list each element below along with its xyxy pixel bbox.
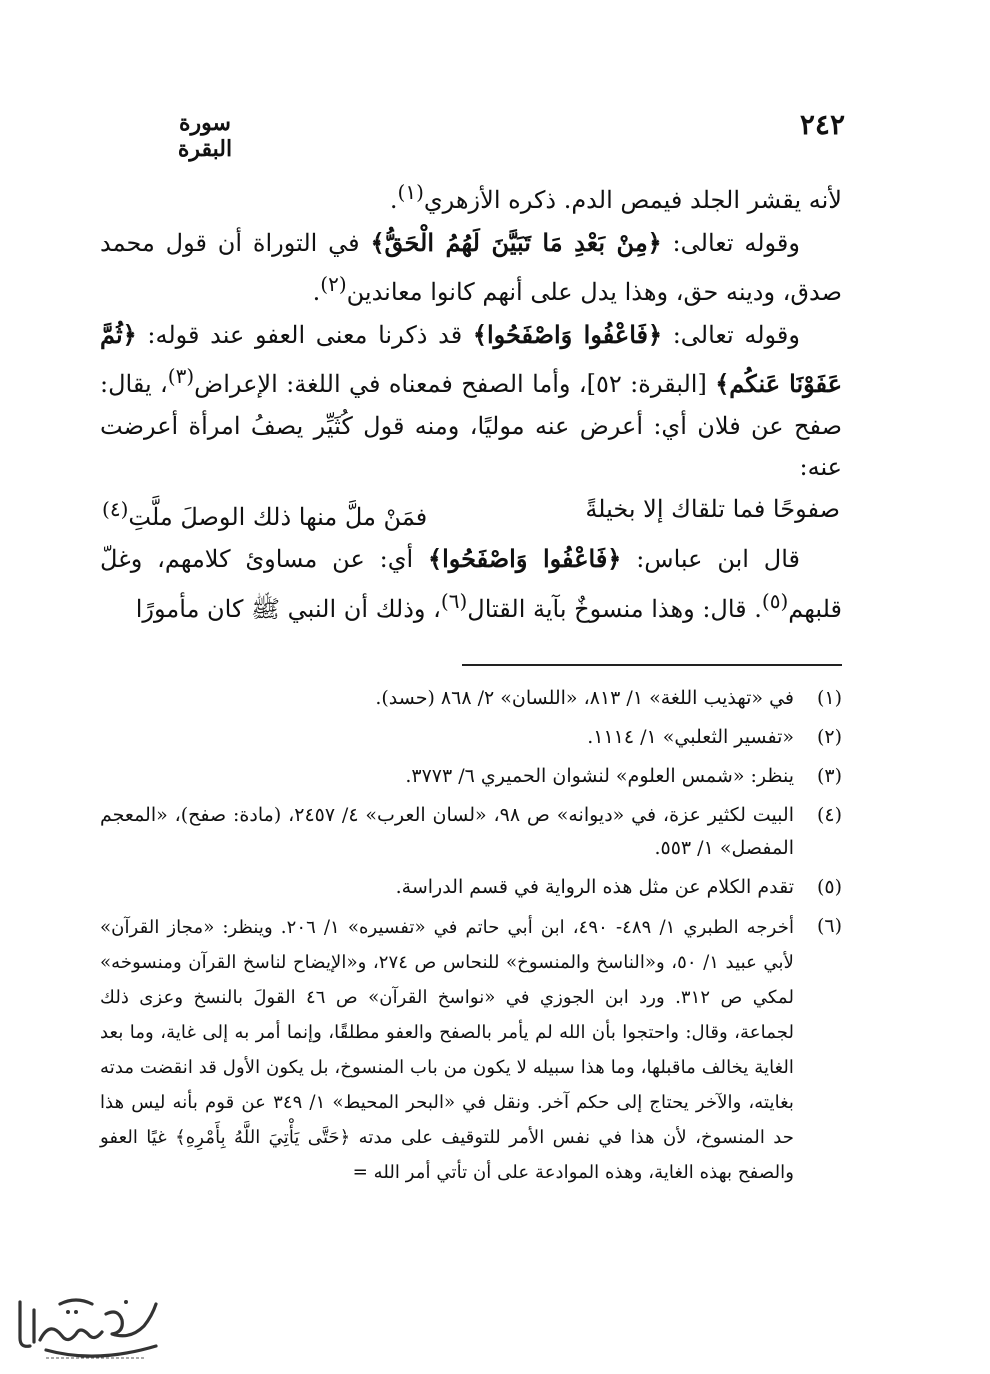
footnote-text: في «تهذيب اللغة» ١/ ٨١٣، «اللسان» ٢/ ٨٦٨ (حسد). (375, 687, 794, 709)
text-run: فمَنْ ملَّ منها ذلك الوصلَ ملَّتِ (128, 502, 428, 531)
footnote-separator (462, 664, 842, 666)
text-run: [البقرة: ٥٢]، وأما الصفح فمعناه في اللغة: الإعراض (194, 370, 716, 398)
footnote (100, 799, 842, 865)
footnote-number: (١) (816, 687, 842, 709)
footnote-text: ينظر: «شمس العلوم» لنشوان الحميري ٦/ ٣٧٧٣. (405, 765, 794, 787)
text-run: قال ابن عباس: (621, 545, 801, 573)
footnote (100, 910, 842, 1190)
running-title: سورة البقرة (177, 110, 233, 162)
footnote-text: أخرجه الطبري ١/ ٤٨٩- ٤٩٠، ابن أبي حاتم في «تفسيره» ١/ ٢٠٦. وينظر: «مجاز القرآن» لأبي عبيد ١/ ٥٠، و«الناسخ والمنسوخ» للنحاس ص ٢٧٤، و«الإيضاح لناسخ القرآن ومنسوخه» لمكي ص ٣١٢. ورد ابن الجوزي في «نواسخ القرآن» ص ٤٦ القولَ بالنسخ وعزى ذلك لجماعة، وقال: واحتجوا بأن الله لم يأمر بالصفح والعفو مطلقًا، وإنما أمر به إلى غاية، وما بعد الغاية يخالف ماقبلها، وما هذا سبيله لا يكون من باب المنسوخ، بل يكون الأول قد انقضت مدته بغايته، والآخر يحتاج إلى حكم آخر. ونقل في «البحر المحيط» ١/ ٣٤٩ عن قوم بأنه ليس هذا حد المنسوخ، لأن هذا في نفس الأمر للتوقيف على مدته ﴿حَتَّى يَأْتِيَ اللَّهُ بِأَمْرِهِ﴾ غيًا العفو والصفح بهذه الغاية، وهذه الموادعة على أن تأتي أمر الله = (100, 917, 794, 1183)
footnotes (100, 682, 842, 1196)
footnote-ref[interactable]: (٤) (102, 496, 129, 521)
main-text (100, 172, 842, 630)
footnote-ref[interactable]: (٣) (167, 364, 195, 388)
quran-verse: ﴿فَاعْفُوا وَاصْفَحُوا﴾ (472, 319, 663, 349)
text-run: . (312, 278, 321, 306)
poem-verse (100, 489, 842, 539)
footnote (100, 760, 842, 793)
footnote (100, 721, 842, 754)
text-run: ، يقال: صفح عن فلان أي: أعرض عنه موليًا، ومنه قول كُثَيِّر يصفُ امرأة أعرضت عنه: (100, 370, 842, 481)
footnote-number: (٤) (816, 804, 842, 826)
footnote-text: تقدم الكلام عن مثل هذه الرواية في قسم الدراسة. (395, 876, 794, 898)
text-run: وقوله تعالى: (662, 320, 800, 349)
text-run: في التوراة أن قول محمد صدق، ودينه حق، وهذا يدل على أنهم كانوا معاندين (100, 228, 842, 306)
paragraph (100, 314, 842, 489)
footnote-number: (٥) (816, 876, 842, 898)
quran-verse: ﴿مِنْ بَعْدِ مَا تَبَيَّنَ لَهُمُ الْحَقُّ﴾ (370, 227, 662, 257)
footnote-text: البيت لكثير عزة، في «ديوانه» ص ٩٨، «لسان العرب» ٤/ ٢٤٥٧، (مادة: صفح)، «المعجم المفصل» ١/ ٥٥٣. (100, 804, 794, 859)
quran-verse: ﴿فَاعْفُوا وَاصْفَحُوا﴾ (428, 544, 622, 573)
poem-hemistich-second (102, 489, 427, 539)
text-run: قد ذكرنا معنى العفو عند قوله: (136, 320, 473, 349)
footnote (100, 682, 842, 715)
text-run: لأنه يقشر الجلد فيمص الدم. ذكره الأزهري (423, 186, 842, 214)
footnote-text: «تفسير الثعلبي» ١/ ١١١٤. (587, 726, 794, 748)
calligraphy-logo (6, 1290, 166, 1370)
text-run: . قال: وهذا منسوخٌ بآية القتال (467, 594, 762, 623)
text-run: . (389, 186, 398, 214)
footnote-number: (٣) (816, 765, 842, 787)
footnote-number: (٢) (816, 726, 842, 748)
footnote (100, 871, 842, 904)
paragraph (100, 172, 842, 222)
footnote-ref[interactable]: (٢) (320, 272, 347, 296)
poem-hemistich-first: صفوحًا فما تلقاك إلا بخيلةً (585, 494, 840, 523)
paragraph (100, 222, 842, 314)
footnote-ref[interactable]: (٦) (440, 588, 468, 613)
footnote-ref[interactable]: (٥) (761, 588, 789, 613)
page-number: ٢٤٢ (799, 108, 845, 141)
text-run: ، وذلك أن النبي ﷺ كان مأمورًا (135, 594, 441, 623)
footnote-number: (٦) (816, 915, 842, 937)
quran-verse: ﴿ثُمَّ عَفَوْنَا عَنكُم﴾ (100, 319, 843, 398)
footnote-ref[interactable]: (١) (397, 180, 424, 204)
text-run: وقوله تعالى: (661, 228, 800, 257)
text-run: أي: عن مساوئ كلامهم، وغلّ قلبهم (100, 545, 842, 623)
paragraph (100, 538, 842, 630)
